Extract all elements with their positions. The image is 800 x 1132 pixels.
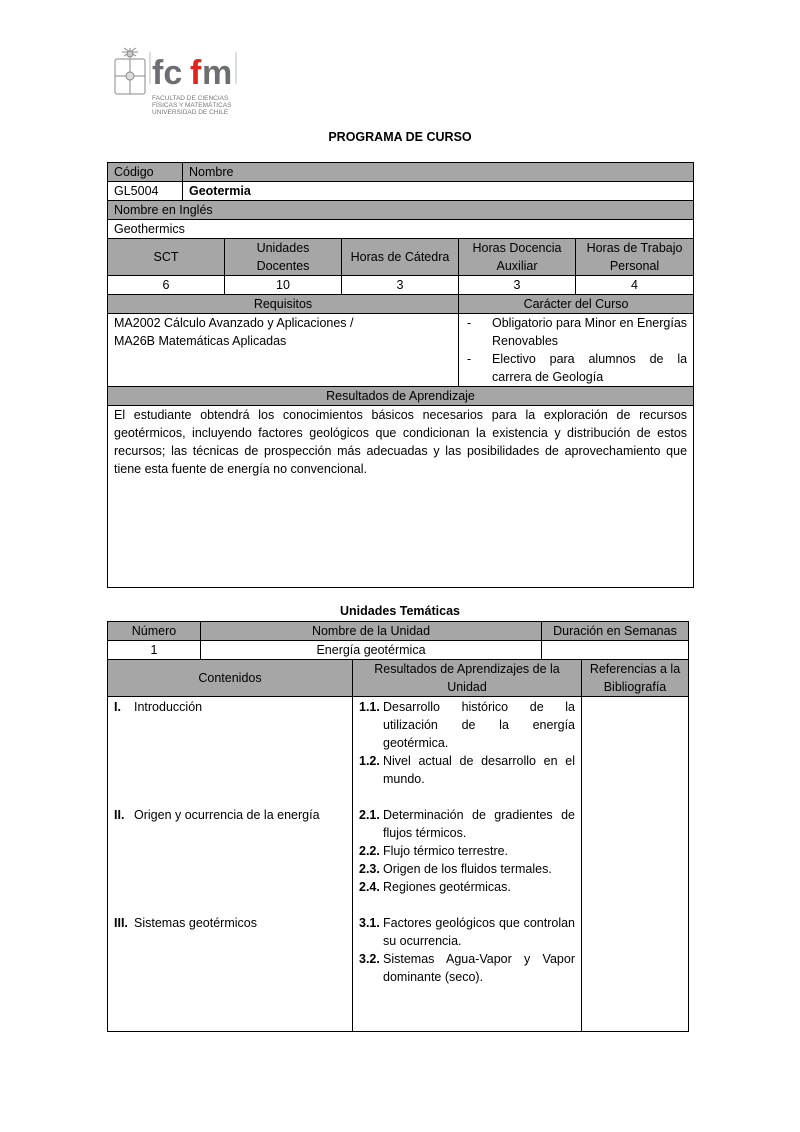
section-title: Origen y ocurrencia de la energía	[134, 808, 320, 822]
horas-auxiliar-value: 3	[459, 276, 576, 295]
units-content-table	[107, 659, 689, 1032]
svg-text:UNIVERSIDAD DE CHILE: UNIVERSIDAD DE CHILE	[152, 109, 229, 116]
section-title: Introducción	[134, 700, 203, 714]
university-seal-icon	[108, 44, 238, 130]
svg-text:m: m	[202, 54, 233, 92]
result-item: 2.2. Flujo térmico terrestre.	[359, 844, 509, 858]
referencias-cell	[582, 697, 689, 1032]
unit-duration	[542, 641, 689, 660]
course-code: GL5004	[108, 182, 183, 201]
svg-text:fc: fc	[152, 54, 183, 92]
horas-catedra-value: 3	[342, 276, 459, 295]
sct-value: 6	[108, 276, 225, 295]
fcfm-logo	[108, 44, 238, 130]
contenidos-cell	[108, 697, 353, 1032]
sct-header: SCT	[108, 239, 225, 276]
unit-name-header: Nombre de la Unidad	[201, 622, 542, 641]
unit-number: 1	[108, 641, 201, 660]
course-name: Geotermia	[183, 182, 694, 201]
svg-text:f: f	[190, 54, 202, 92]
duracion-header: Duración en Semanas	[542, 622, 689, 641]
requisito: MA2002 Cálculo Avanzado y Aplicaciones /	[114, 316, 354, 330]
unit-name: Energía geotérmica	[201, 641, 542, 660]
result-item: 1.1. Desarrollo histórico de la utilización de la energía geotérmica.	[359, 700, 575, 750]
units-header-table	[107, 621, 689, 660]
unidades-docentes-value: 10	[225, 276, 342, 295]
english-name-label: Nombre en Inglés	[108, 201, 694, 220]
resultados-label: Resultados de Aprendizaje	[108, 387, 694, 406]
resultados-text: El estudiante obtendrá los conocimientos básicos necesarios para la exploración de recursos geotérmicos, incluyendo factores geológicos que condicionan la existencia y distribución de estos recursos; las técnicas de prospección más adecuadas y las posibilidades de aprovechamiento que tiene esta fuente de energía no convencional.	[108, 406, 694, 588]
referencias-header: Referencias a la Bibliografía	[582, 660, 689, 697]
section-title: Sistemas geotérmicos	[134, 916, 257, 930]
section-2: II. Origen y ocurrencia de la energía	[114, 806, 346, 914]
caracter-item: - Electivo para alumnos de la carrera de Geología	[465, 350, 687, 386]
requisitos-label: Requisitos	[108, 295, 459, 314]
codigo-label: Código	[108, 163, 183, 182]
resultados-unidad-cell	[353, 697, 582, 1032]
section-1: I. Introducción	[114, 698, 346, 806]
svg-text:FACULTAD DE CIENCIAS: FACULTAD DE CIENCIAS	[152, 95, 229, 102]
units-title: Unidades Temáticas	[340, 604, 460, 618]
svg-text:FÍSICAS Y MATEMÁTICAS: FÍSICAS Y MATEMÁTICAS	[152, 102, 232, 109]
resultados-unidad-header: Resultados de Aprendizajes de la Unidad	[353, 660, 582, 697]
caracter-cell	[459, 314, 694, 387]
unidades-docentes-header: Unidades Docentes	[225, 239, 342, 276]
caracter-item: - Obligatorio para Minor en Energías Renovables	[465, 314, 687, 350]
requisito: MA26B Matemáticas Aplicadas	[114, 334, 287, 348]
result-item: 2.4. Regiones geotérmicas.	[359, 880, 511, 894]
result-item: 1.2. Nivel actual de desarrollo en el mundo.	[359, 754, 575, 786]
horas-personal-value: 4	[576, 276, 694, 295]
horas-catedra-header: Horas de Cátedra	[342, 239, 459, 276]
page-title: PROGRAMA DE CURSO	[328, 130, 472, 144]
result-item: 3.1. Factores geológicos que controlan su ocurrencia.	[359, 916, 575, 948]
horas-auxiliar-header: Horas Docencia Auxiliar	[459, 239, 576, 276]
contenidos-header: Contenidos	[108, 660, 353, 697]
section-3: III. Sistemas geotérmicos	[114, 916, 257, 930]
course-info-table	[107, 162, 694, 588]
caracter-label: Carácter del Curso	[459, 295, 694, 314]
english-name: Geothermics	[108, 220, 694, 239]
requisitos-cell	[108, 314, 459, 387]
result-item: 2.3. Origen de los fluidos termales.	[359, 862, 552, 876]
horas-personal-header: Horas de Trabajo Personal	[576, 239, 694, 276]
result-item: 2.1. Determinación de gradientes de flujos térmicos.	[359, 808, 575, 840]
nombre-label: Nombre	[183, 163, 694, 182]
result-item: 3.2. Sistemas Agua-Vapor y Vapor dominante (seco).	[359, 952, 575, 984]
numero-header: Número	[108, 622, 201, 641]
